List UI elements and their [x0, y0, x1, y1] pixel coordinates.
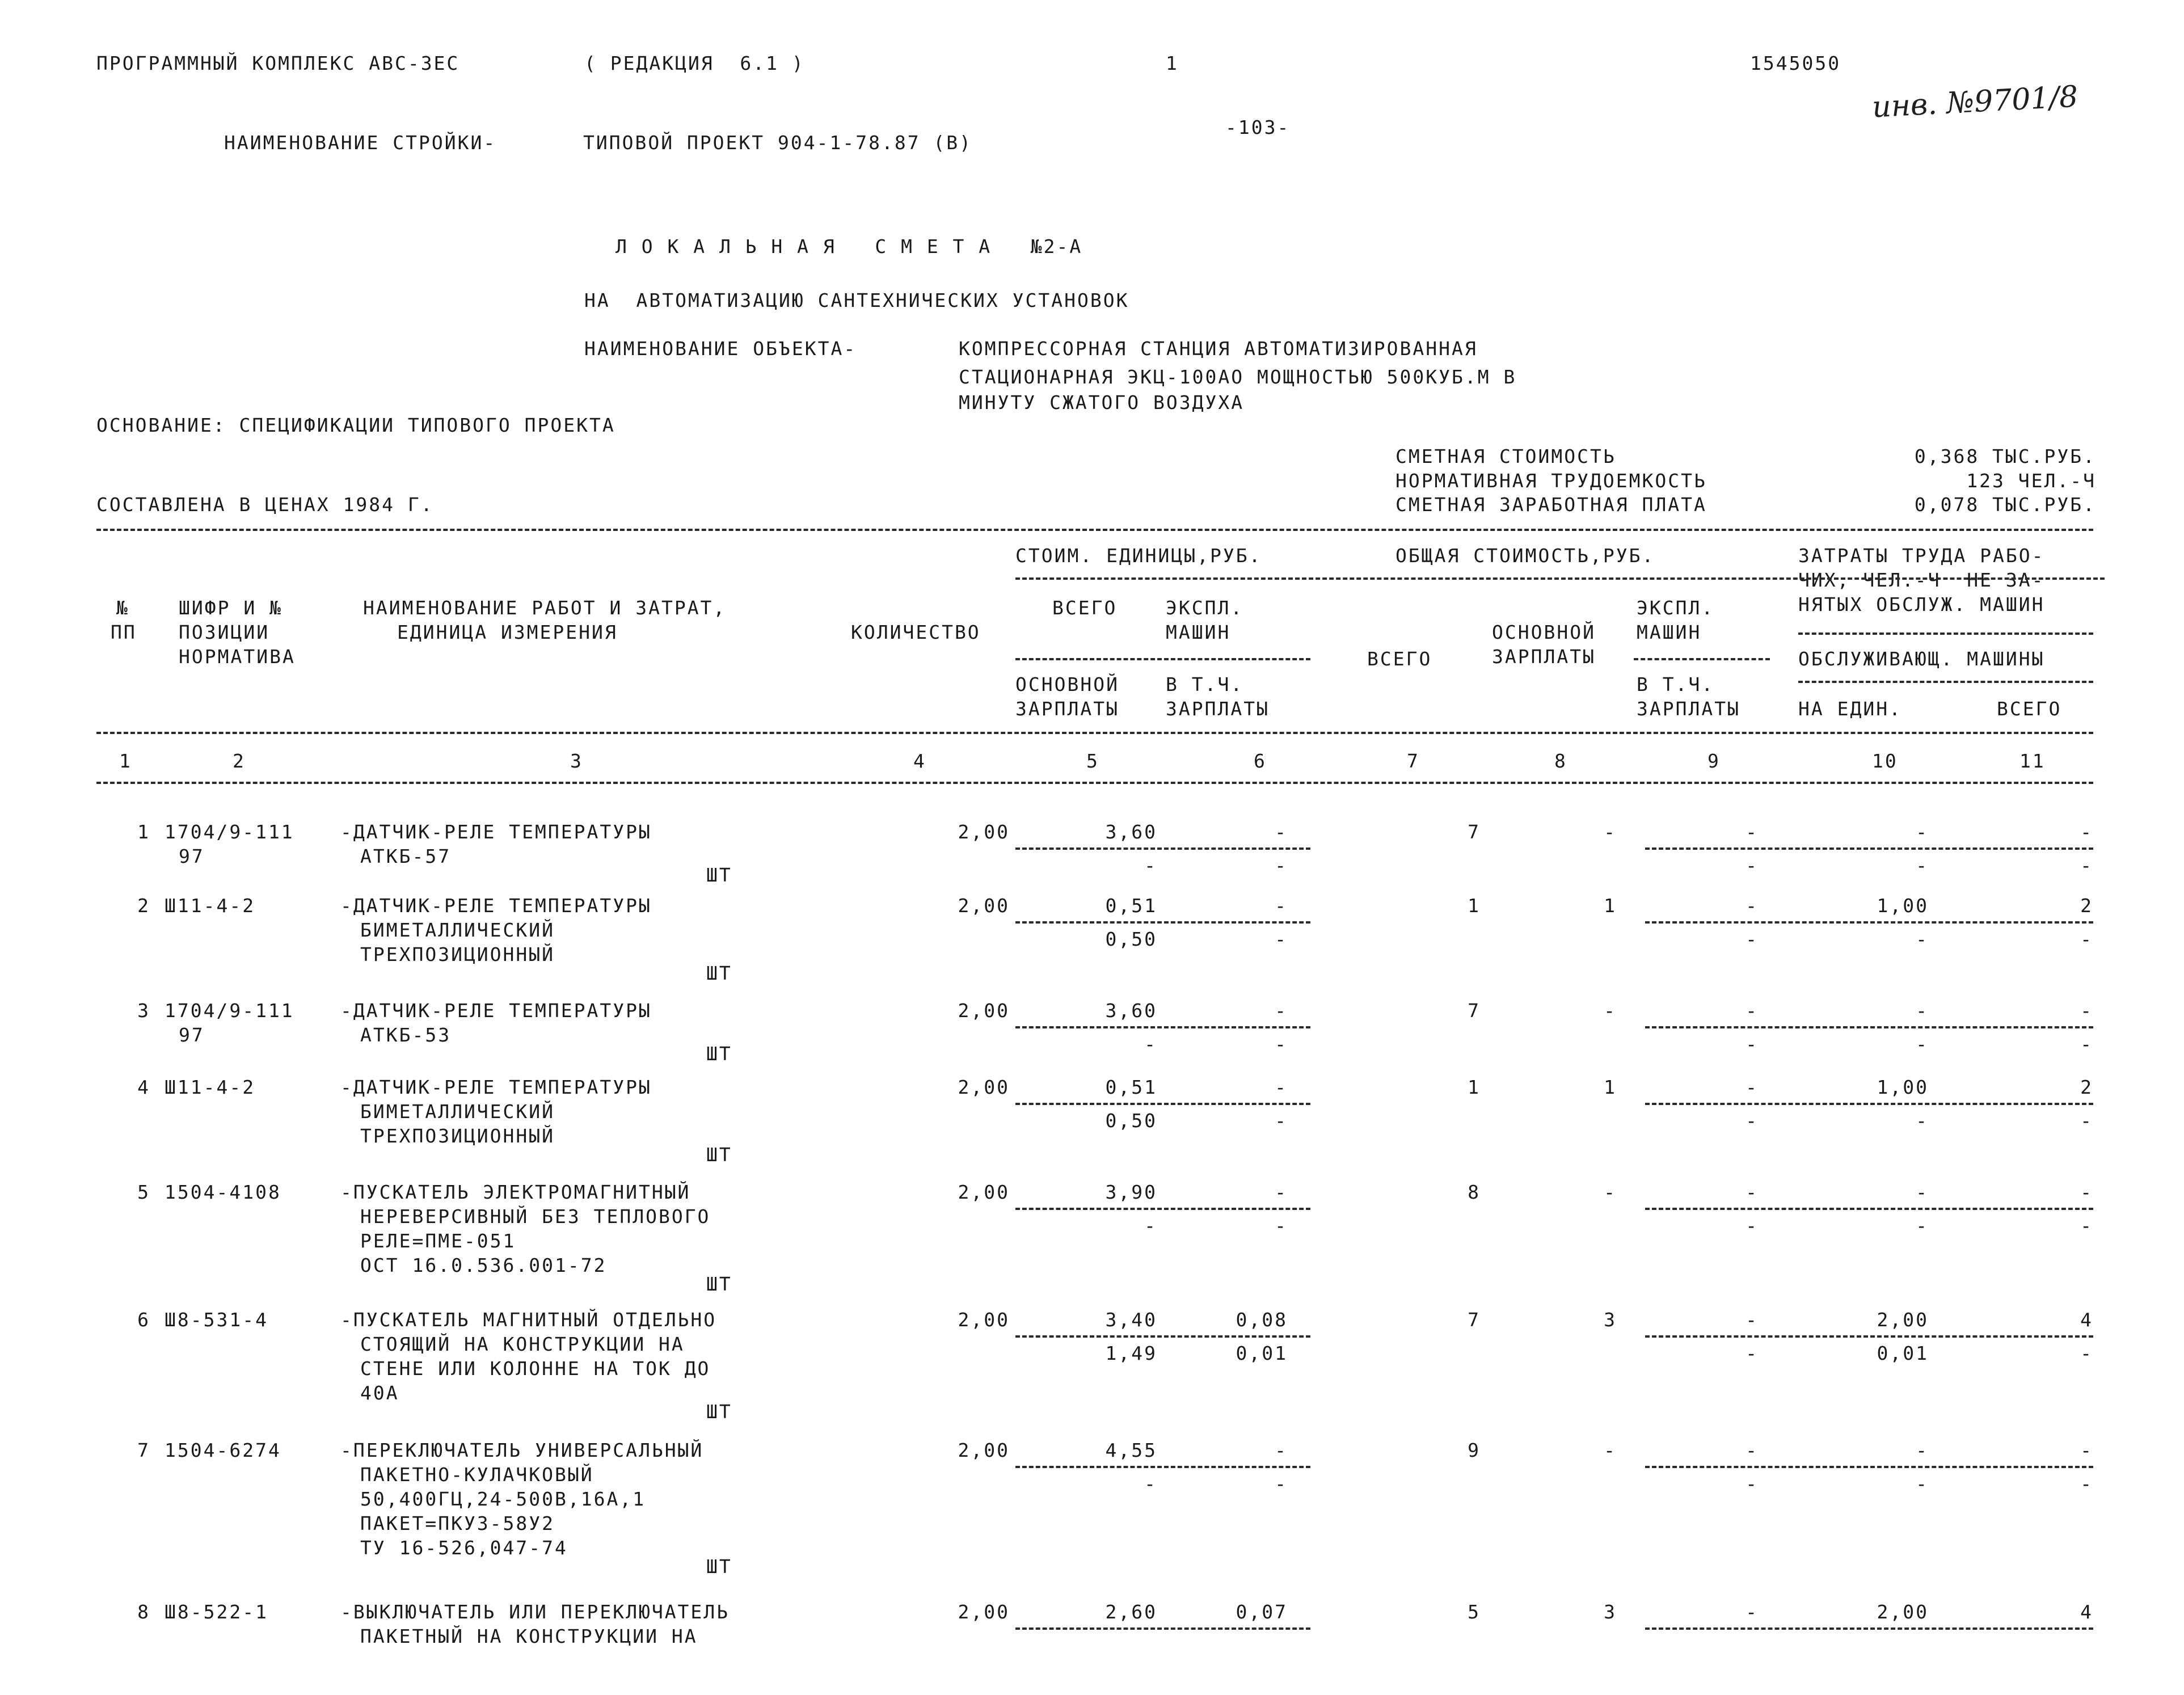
- row-labor-total: -: [2080, 1181, 2093, 1203]
- row-unit-cost-machine-salary: -: [1275, 854, 1288, 876]
- row-total-machines: -: [1745, 1439, 1759, 1461]
- row-sub-rule-right: [1645, 1103, 2093, 1105]
- row-total-cost: 7: [1468, 1309, 1481, 1331]
- row-total-salary: 1: [1604, 895, 1617, 917]
- row-unit-cost-machines: -: [1275, 1439, 1288, 1461]
- row-name-line: СТОЯЩИЙ НА КОНСТРУКЦИИ НА: [360, 1333, 685, 1355]
- row-unit: ШТ: [706, 1144, 732, 1166]
- row-quantity: 2,00: [958, 1309, 1010, 1331]
- header-col6-line2: МАШИН: [1166, 621, 1231, 643]
- row-unit-cost-salary: -: [1144, 1215, 1157, 1237]
- row-name-line: ТРЕХПОЗИЦИОННЫЙ: [360, 1125, 555, 1147]
- header-col9-line1: ЭКСПЛ.: [1637, 597, 1715, 619]
- row-name-line: 40А: [360, 1382, 399, 1404]
- colnum-5: 5: [1086, 750, 1099, 772]
- row-number: 4: [137, 1076, 150, 1098]
- row-quantity: 2,00: [958, 1181, 1010, 1203]
- row-sub-rule: [1015, 1026, 1310, 1028]
- row-unit-cost-total: 4,55: [1105, 1439, 1157, 1461]
- header-col3-line2: ЕДИНИЦА ИЗМЕРЕНИЯ: [397, 621, 618, 643]
- row-labor-total-service: -: [2080, 1215, 2093, 1237]
- row-name-line: ТУ 16-526,047-74: [360, 1537, 568, 1559]
- row-total-cost: 1: [1468, 1076, 1481, 1098]
- row-name-line: -ПУСКАТЕЛЬ ЭЛЕКТРОМАГНИТНЫЙ: [340, 1181, 691, 1203]
- header-col6b-line2: ЗАРПЛАТЫ: [1166, 698, 1270, 720]
- row-sub-rule-right: [1645, 1335, 2093, 1338]
- row-quantity: 2,00: [958, 1601, 1010, 1623]
- row-total-machine-salary: -: [1745, 854, 1759, 876]
- row-name-line: -ВЫКЛЮЧАТЕЛЬ ИЛИ ПЕРЕКЛЮЧАТЕЛЬ: [340, 1601, 730, 1623]
- header-inner-rule-1: [1015, 577, 2105, 580]
- row-total-machines: -: [1745, 1000, 1759, 1022]
- header-labor-group-3: НЯТЫХ ОБСЛУЖ. МАШИН: [1798, 593, 2045, 615]
- row-total-cost: 5: [1468, 1601, 1481, 1623]
- row-name-line: БИМЕТАЛЛИЧЕСКИЙ: [360, 1101, 555, 1123]
- row-unit-cost-total: 2,60: [1105, 1601, 1157, 1623]
- row-labor-per-unit: -: [1916, 821, 1929, 843]
- row-sub-rule-right: [1645, 1026, 2093, 1028]
- row-quantity: 2,00: [958, 895, 1010, 917]
- header-inner-rule-5: [1798, 681, 2093, 683]
- colnum-7: 7: [1407, 750, 1420, 772]
- row-code: 1704/9-111: [165, 1000, 294, 1022]
- row-unit-cost-salary: 0,50: [1105, 1110, 1157, 1132]
- row-total-cost: 8: [1468, 1181, 1481, 1203]
- row-name-line: -ДАТЧИК-РЕЛЕ ТЕМПЕРАТУРЫ: [340, 895, 652, 917]
- row-total-salary: 3: [1604, 1309, 1617, 1331]
- row-labor-total: 2: [2080, 1076, 2093, 1098]
- row-name-line: -ДАТЧИК-РЕЛЕ ТЕМПЕРАТУРЫ: [340, 821, 652, 843]
- row-unit: ШТ: [706, 1401, 732, 1423]
- header-col5b-line2: ЗАРПЛАТЫ: [1015, 698, 1119, 720]
- header-col8-line1: ОСНОВНОЙ: [1492, 621, 1596, 643]
- row-unit-cost-salary: 0,50: [1105, 928, 1157, 950]
- row-name-line: НЕРЕВЕРСИВНЫЙ БЕЗ ТЕПЛОВОГО: [360, 1205, 711, 1228]
- row-labor-per-unit-service: -: [1916, 1215, 1929, 1237]
- row-unit-cost-salary: -: [1144, 854, 1157, 876]
- row-quantity: 2,00: [958, 1076, 1010, 1098]
- row-quantity: 2,00: [958, 1439, 1010, 1461]
- row-labor-per-unit-service: -: [1916, 1033, 1929, 1055]
- numbers-bottom-rule: [96, 782, 2093, 784]
- row-unit: ШТ: [706, 1273, 732, 1295]
- program-name: ПРОГРАММНЫЙ КОМПЛЕКС АВС-ЗЕС: [96, 52, 460, 74]
- header-col7: ВСЕГО: [1367, 648, 1432, 670]
- row-unit-cost-total: 0,51: [1105, 895, 1157, 917]
- row-labor-total-service: -: [2080, 854, 2093, 876]
- row-unit: ШТ: [706, 1555, 732, 1578]
- row-labor-total: -: [2080, 1000, 2093, 1022]
- document-code: 1545050: [1750, 52, 1841, 74]
- row-sub-rule: [1015, 847, 1310, 850]
- document-subtitle: НА АВТОМАТИЗАЦИЮ САНТЕХНИЧЕСКИХ УСТАНОВОК: [584, 289, 1129, 311]
- header-col2-line2: ПОЗИЦИИ: [179, 621, 270, 643]
- row-name-line: ТРЕХПОЗИЦИОННЫЙ: [360, 943, 555, 965]
- prices-line: СОСТАВЛЕНА В ЦЕНАХ 1984 Г.: [96, 494, 434, 516]
- colnum-3: 3: [570, 750, 583, 772]
- row-total-salary: 3: [1604, 1601, 1617, 1623]
- row-unit-cost-salary: -: [1144, 1033, 1157, 1055]
- row-code-line2: 97: [179, 1024, 205, 1046]
- header-col4: КОЛИЧЕСТВО: [851, 621, 981, 643]
- colnum-8: 8: [1554, 750, 1567, 772]
- row-unit-cost-machines: 0,08: [1236, 1309, 1288, 1331]
- header-col2-line3: НОРМАТИВА: [179, 646, 296, 668]
- row-total-machine-salary: -: [1745, 1033, 1759, 1055]
- summary-label-labor: НОРМАТИВНАЯ ТРУДОЕМКОСТЬ: [1395, 470, 1707, 492]
- row-sub-rule: [1015, 1208, 1310, 1210]
- row-unit-cost-machines: -: [1275, 1000, 1288, 1022]
- row-total-machines: -: [1745, 1076, 1759, 1098]
- row-name-line: АТКБ-57: [360, 845, 452, 867]
- row-total-cost: 9: [1468, 1439, 1481, 1461]
- row-labor-per-unit-service: -: [1916, 854, 1929, 876]
- row-unit-cost-machine-salary: -: [1275, 928, 1288, 950]
- header-col11: ВСЕГО: [1997, 698, 2062, 720]
- summary-label-cost: СМЕТНАЯ СТОИМОСТЬ: [1395, 445, 1616, 467]
- row-unit: ШТ: [706, 962, 732, 984]
- row-labor-per-unit: 1,00: [1877, 895, 1929, 917]
- header-col2-line1: ШИФР И №: [179, 597, 283, 619]
- row-labor-total: -: [2080, 821, 2093, 843]
- header-unit-cost-group: СТОИМ. ЕДИНИЦЫ,РУБ.: [1015, 545, 1262, 567]
- document-title: Л О К А Л Ь Н А Я С М Е Т А №2-А: [615, 235, 1083, 258]
- row-total-machines: -: [1745, 1181, 1759, 1203]
- row-unit-cost-machines: -: [1275, 1181, 1288, 1203]
- row-name-line: -ПЕРЕКЛЮЧАТЕЛЬ УНИВЕРСАЛЬНЫЙ: [340, 1439, 704, 1461]
- header-col9-line2: МАШИН: [1637, 621, 1702, 643]
- row-name-line: АТКБ-53: [360, 1024, 452, 1046]
- row-name-line: ОСТ 16.0.536.001-72: [360, 1254, 607, 1276]
- header-col8-line2: ЗАРПЛАТЫ: [1492, 646, 1596, 668]
- row-unit-cost-total: 3,40: [1105, 1309, 1157, 1331]
- basis-line: ОСНОВАНИЕ: СПЕЦИФИКАЦИИ ТИПОВОГО ПРОЕКТА: [96, 414, 615, 436]
- header-col1-line1: №: [116, 597, 129, 619]
- header-total-cost-group: ОБЩАЯ СТОИМОСТЬ,РУБ.: [1395, 545, 1655, 567]
- row-labor-per-unit: -: [1916, 1181, 1929, 1203]
- header-inner-rule-3: [1634, 658, 1770, 660]
- row-unit-cost-machine-salary: -: [1275, 1110, 1288, 1132]
- row-labor-total-service: -: [2080, 1473, 2093, 1495]
- row-number: 8: [137, 1601, 150, 1623]
- row-labor-per-unit: -: [1916, 1000, 1929, 1022]
- row-total-salary: -: [1604, 1439, 1617, 1461]
- header-col3-line1: НАИМЕНОВАНИЕ РАБОТ И ЗАТРАТ,: [363, 597, 727, 619]
- object-line-2: СТАЦИОНАРНАЯ ЭКЦ-100АО МОЩНОСТЬЮ 500КУБ.М В: [959, 366, 1517, 388]
- row-unit: ШТ: [706, 1043, 732, 1065]
- summary-value-labor: 123 ЧЕЛ.-Ч: [1966, 470, 2096, 492]
- row-labor-total: 4: [2080, 1601, 2093, 1623]
- object-line-1: КОМПРЕССОРНАЯ СТАНЦИЯ АВТОМАТИЗИРОВАННАЯ: [959, 338, 1478, 360]
- row-sub-rule-right: [1645, 921, 2093, 924]
- row-number: 7: [137, 1439, 150, 1461]
- header-col9b-line2: ЗАРПЛАТЫ: [1637, 698, 1740, 720]
- row-total-machines: -: [1745, 895, 1759, 917]
- row-code: Ш11-4-2: [165, 895, 256, 917]
- header-col9b-line1: В Т.Ч.: [1637, 673, 1715, 695]
- row-code: 1504-6274: [165, 1439, 281, 1461]
- row-labor-per-unit-service: -: [1916, 1473, 1929, 1495]
- edition-label: ( РЕДАКЦИЯ 6.1 ): [584, 52, 805, 74]
- row-name-line: -ДАТЧИК-РЕЛЕ ТЕМПЕРАТУРЫ: [340, 1000, 652, 1022]
- row-labor-per-unit-service: 0,01: [1877, 1342, 1929, 1364]
- row-quantity: 2,00: [958, 1000, 1010, 1022]
- row-number: 6: [137, 1309, 150, 1331]
- object-label: НАИМЕНОВАНИЕ ОБЪЕКТА-: [584, 338, 857, 360]
- row-total-cost: 1: [1468, 895, 1481, 917]
- header-labor-group-2: ЧИХ, ЧЕЛ.-Ч НЕ ЗА-: [1798, 569, 2045, 591]
- row-total-cost: 7: [1468, 821, 1481, 843]
- row-sub-rule-right: [1645, 1627, 2093, 1630]
- row-labor-per-unit: 2,00: [1877, 1309, 1929, 1331]
- row-labor-total-service: -: [2080, 1110, 2093, 1132]
- header-labor-group-1: ЗАТРАТЫ ТРУДА РАБО-: [1798, 545, 2045, 567]
- row-unit-cost-machine-salary: -: [1275, 1215, 1288, 1237]
- colnum-10: 10: [1872, 750, 1898, 772]
- inventory-note: инв. №9701/8: [1871, 79, 2079, 125]
- row-unit-cost-machine-salary: -: [1275, 1473, 1288, 1495]
- row-unit-cost-machines: 0,07: [1236, 1601, 1288, 1623]
- row-code-line2: 97: [179, 845, 205, 867]
- row-labor-total-service: -: [2080, 1342, 2093, 1364]
- row-unit-cost-total: 3,60: [1105, 1000, 1157, 1022]
- row-sub-rule-right: [1645, 1466, 2093, 1468]
- colnum-2: 2: [233, 750, 246, 772]
- colnum-9: 9: [1707, 750, 1721, 772]
- row-total-cost: 7: [1468, 1000, 1481, 1022]
- row-number: 2: [137, 895, 150, 917]
- row-name-line: ПАКЕТ=ПКУЗ-58У2: [360, 1512, 555, 1534]
- header-col5b-line1: ОСНОВНОЙ: [1015, 673, 1119, 695]
- row-total-salary: -: [1604, 821, 1617, 843]
- row-unit-cost-total: 3,90: [1105, 1181, 1157, 1203]
- row-unit-cost-machines: -: [1275, 1076, 1288, 1098]
- row-labor-total-service: -: [2080, 1033, 2093, 1055]
- header-inner-rule-4: [1798, 633, 2093, 635]
- row-total-machine-salary: -: [1745, 1342, 1759, 1364]
- row-code: 1504-4108: [165, 1181, 281, 1203]
- row-code: 1704/9-111: [165, 821, 294, 843]
- row-name-line: РЕЛЕ=ПМЕ-051: [360, 1230, 516, 1252]
- row-unit-cost-salary: -: [1144, 1473, 1157, 1495]
- page-number: 1: [1166, 52, 1179, 74]
- object-line-3: МИНУТУ СЖАТОГО ВОЗДУХА: [959, 391, 1245, 414]
- colnum-1: 1: [119, 750, 132, 772]
- header-col1-line2: ПП: [111, 621, 137, 643]
- row-number: 5: [137, 1181, 150, 1203]
- row-sub-rule: [1015, 921, 1310, 924]
- row-unit-cost-salary: 1,49: [1105, 1342, 1157, 1364]
- header-col6-line1: ЭКСПЛ.: [1166, 597, 1244, 619]
- row-total-machines: -: [1745, 821, 1759, 843]
- header-labor-sub: ОБСЛУЖИВАЮЩ. МАШИНЫ: [1798, 648, 2045, 670]
- row-labor-total: -: [2080, 1439, 2093, 1461]
- row-name-line: 50,400ГЦ,24-500В,16А,1: [360, 1488, 646, 1510]
- row-unit-cost-machines: -: [1275, 895, 1288, 917]
- row-unit: ШТ: [706, 864, 732, 886]
- row-total-salary: -: [1604, 1000, 1617, 1022]
- summary-label-salary: СМЕТНАЯ ЗАРАБОТНАЯ ПЛАТА: [1395, 494, 1707, 516]
- construction-label: НАИМЕНОВАНИЕ СТРОЙКИ-: [224, 132, 497, 154]
- row-sub-rule: [1015, 1627, 1310, 1630]
- row-code: Ш11-4-2: [165, 1076, 256, 1098]
- row-total-machine-salary: -: [1745, 1110, 1759, 1132]
- row-total-machines: -: [1745, 1309, 1759, 1331]
- row-name-line: -ДАТЧИК-РЕЛЕ ТЕМПЕРАТУРЫ: [340, 1076, 652, 1098]
- row-labor-per-unit-service: -: [1916, 1110, 1929, 1132]
- row-unit-cost-total: 3,60: [1105, 821, 1157, 843]
- row-total-salary: 1: [1604, 1076, 1617, 1098]
- summary-value-cost: 0,368 ТЫС.РУБ.: [1914, 445, 2096, 467]
- row-name-line: ПАКЕТНЫЙ НА КОНСТРУКЦИИ НА: [360, 1625, 698, 1647]
- row-sub-rule-right: [1645, 1208, 2093, 1210]
- row-sub-rule: [1015, 1103, 1310, 1105]
- row-name-line: -ПУСКАТЕЛЬ МАГНИТНЫЙ ОТДЕЛЬНО: [340, 1309, 717, 1331]
- header-col5: ВСЕГО: [1052, 597, 1118, 619]
- colnum-11: 11: [2019, 750, 2046, 772]
- row-name-line: СТЕНЕ ИЛИ КОЛОННЕ НА ТОК ДО: [360, 1357, 711, 1380]
- row-labor-total: 4: [2080, 1309, 2093, 1331]
- row-labor-total-service: -: [2080, 928, 2093, 950]
- table-top-rule: [96, 529, 2093, 531]
- row-sub-rule: [1015, 1335, 1310, 1338]
- header-col6b-line1: В Т.Ч.: [1166, 673, 1244, 695]
- summary-value-salary: 0,078 ТЫС.РУБ.: [1914, 494, 2096, 516]
- row-labor-per-unit: 2,00: [1877, 1601, 1929, 1623]
- row-total-machine-salary: -: [1745, 928, 1759, 950]
- row-quantity: 2,00: [958, 821, 1010, 843]
- row-unit-cost-machines: -: [1275, 821, 1288, 843]
- row-total-machine-salary: -: [1745, 1215, 1759, 1237]
- row-labor-per-unit-service: -: [1916, 928, 1929, 950]
- construction-value: ТИПОВОЙ ПРОЕКТ 904-1-78.87 (В): [583, 132, 973, 154]
- row-unit-cost-machine-salary: -: [1275, 1033, 1288, 1055]
- row-number: 3: [137, 1000, 150, 1022]
- row-unit-cost-total: 0,51: [1105, 1076, 1157, 1098]
- colnum-6: 6: [1254, 750, 1267, 772]
- row-sub-rule-right: [1645, 847, 2093, 850]
- header-bottom-rule: [96, 732, 2093, 734]
- row-total-machine-salary: -: [1745, 1473, 1759, 1495]
- row-number: 1: [137, 821, 150, 843]
- header-inner-rule-2: [1015, 658, 1310, 660]
- row-name-line: ПАКЕТНО-КУЛАЧКОВЫЙ: [360, 1464, 594, 1486]
- row-labor-per-unit: -: [1916, 1439, 1929, 1461]
- row-code: Ш8-522-1: [165, 1601, 268, 1623]
- row-sub-rule: [1015, 1466, 1310, 1468]
- row-code: Ш8-531-4: [165, 1309, 268, 1331]
- row-labor-per-unit: 1,00: [1877, 1076, 1929, 1098]
- header-col10: НА ЕДИН.: [1798, 698, 1902, 720]
- row-name-line: БИМЕТАЛЛИЧЕСКИЙ: [360, 919, 555, 941]
- row-total-machines: -: [1745, 1601, 1759, 1623]
- row-labor-total: 2: [2080, 895, 2093, 917]
- row-unit-cost-machine-salary: 0,01: [1236, 1342, 1288, 1364]
- sheet-number: -103-: [1225, 116, 1291, 138]
- row-total-salary: -: [1604, 1181, 1617, 1203]
- colnum-4: 4: [913, 750, 926, 772]
